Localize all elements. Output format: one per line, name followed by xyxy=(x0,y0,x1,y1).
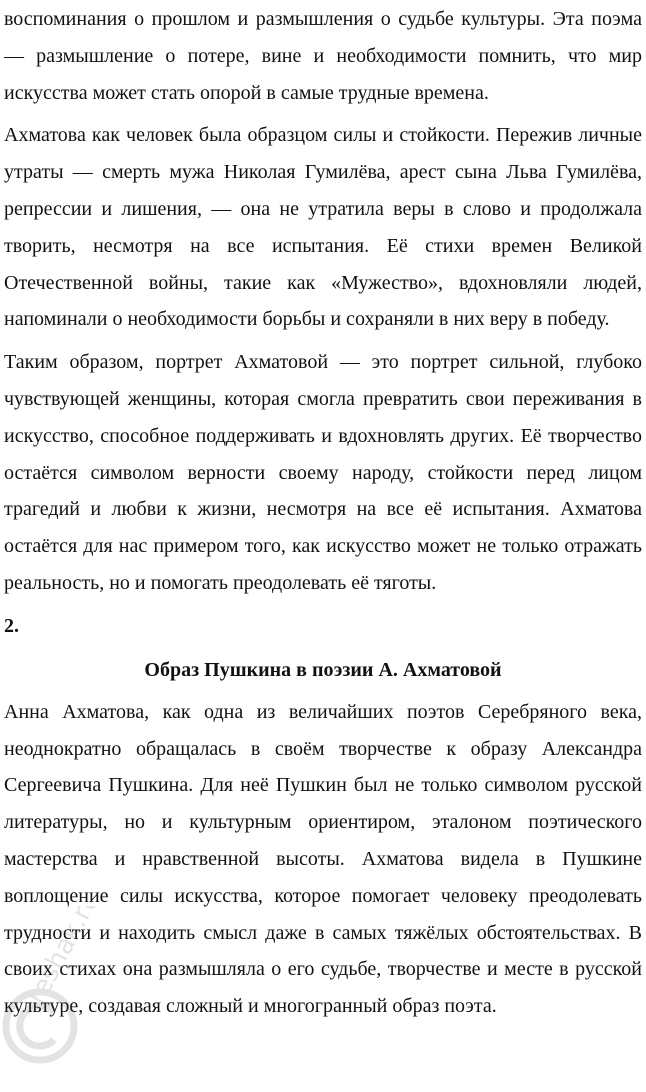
paragraph: воспоминания о прошлом и размышления о судьбе культуры. Эта поэма — размышление о потере, вине и необходимости помнить, что мир искусства может стать опорой в самые трудные времена. xyxy=(4,8,642,104)
paragraph: Анна Ахматова, как одна из величайших поэтов Серебряного века, неоднократно обращалась в своём творчестве к образу Александра Сергеевича Пушкина. Для неё Пушкин был не только символом русской литературы, но и культурным ориентиром, эталоном поэтического мастерства и нравственной высоты. Ахматова видела в Пушкине воплощение силы искусства, которое помогает человеку преодолевать трудности и находить смысл даже в самых тяжёлых обстоятельствах. В своих стихах она размышляла о его судьбе, творчестве и месте в русской культуре, создавая сложный и многогранный образ поэта. xyxy=(4,700,642,1018)
watermark-text: reshak.ru xyxy=(21,906,106,1010)
section-number: 2. xyxy=(4,614,19,637)
section-title: Образ Пушкина в поэзии А. Ахматовой xyxy=(144,658,502,681)
document-page xyxy=(4,0,642,1031)
paragraph: Таким образом, портрет Ахматовой — это портрет сильной, глубоко чувствующей женщины, которая смогла превратить свои переживания в искусство, способное поддерживать и вдохновлять других. Её творчество остаётся символом верности своему народу, стойкости перед лицом трагедий и любви к жизни, несмотря на все её испытания. Ахматова остаётся для нас примером того, как искусство может не только отражать реальность, но и помогать преодолевать её тяготы. xyxy=(4,351,642,594)
paragraph: Ахматова как человек была образцом силы и стойкости. Пережив личные утраты — смерть мужа Николая Гумилёва, арест сына Льва Гумилёва, репрессии и лишения, — она не утратила веры в слово и продолжала творить, несмотря на все испытания. Её стихи времен Великой Отечественной войны, такие как «Мужество», вдохновляли людей, напоминали о необходимости борьбы и сохраняли в них веру в победу. xyxy=(4,124,642,331)
